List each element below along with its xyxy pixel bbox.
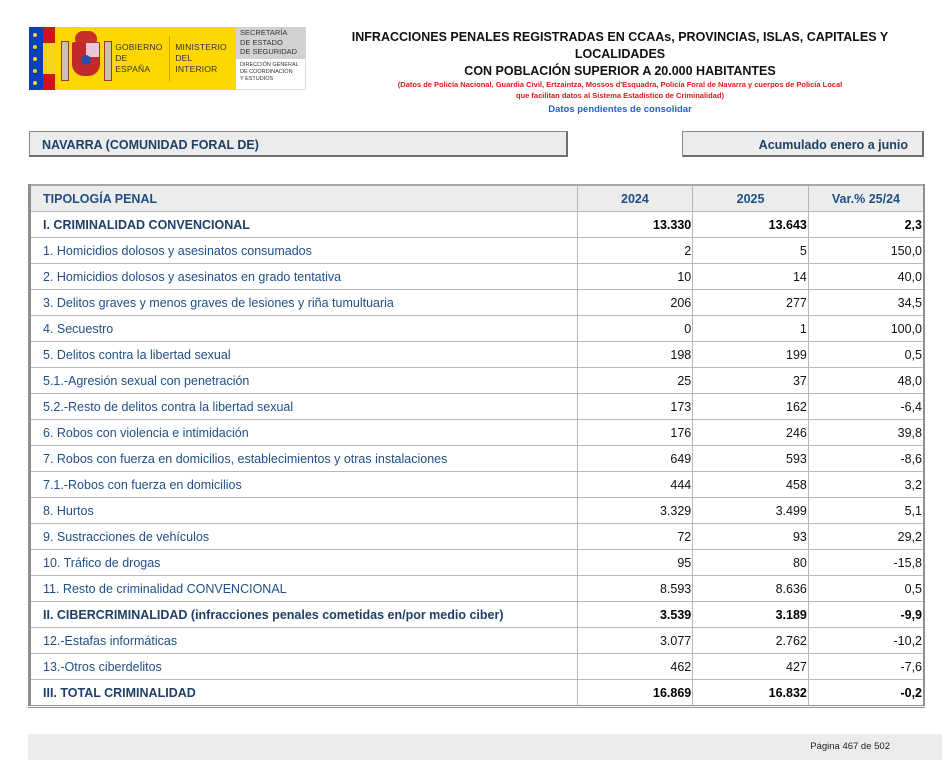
eu-flag-icon xyxy=(29,27,43,90)
value-variation: 0,5 xyxy=(808,342,924,368)
value-2024: 10 xyxy=(577,264,693,290)
row-label: I. CRIMINALIDAD CONVENCIONAL xyxy=(30,212,578,238)
logo-gobierno-text: GOBIERNO DE ESPAÑA xyxy=(115,42,163,74)
row-label: 5. Delitos contra la libertad sexual xyxy=(30,342,578,368)
value-2024: 444 xyxy=(577,472,693,498)
logo-direccion-text: DIRECCIÓN GENERAL DE COORDINACIÓN Y ESTUDIOS xyxy=(236,59,306,90)
table-row xyxy=(30,290,925,316)
value-2025: 2.762 xyxy=(693,628,809,654)
table-row xyxy=(30,498,925,524)
row-label: 6. Robos con violencia e intimidación xyxy=(30,420,578,446)
table-row-total xyxy=(30,680,925,707)
row-label: 11. Resto de criminalidad CONVENCIONAL xyxy=(30,576,578,602)
row-label: 5.2.-Resto de delitos contra la libertad sexual xyxy=(30,394,578,420)
value-2025: 427 xyxy=(693,654,809,680)
table-row xyxy=(30,342,925,368)
value-variation: -10,2 xyxy=(808,628,924,654)
value-2024: 0 xyxy=(577,316,693,342)
value-variation: 0,5 xyxy=(808,576,924,602)
table-row xyxy=(30,368,925,394)
value-2025: 1 xyxy=(693,316,809,342)
value-2025: 13.643 xyxy=(693,212,809,238)
table-row xyxy=(30,394,925,420)
row-label: 1. Homicidios dolosos y asesinatos consumados xyxy=(30,238,578,264)
value-2024: 3.539 xyxy=(577,602,693,628)
table-body xyxy=(30,212,925,707)
table-row xyxy=(30,238,925,264)
page-footer xyxy=(28,734,942,760)
value-2024: 95 xyxy=(577,550,693,576)
value-2025: 5 xyxy=(693,238,809,264)
table-row xyxy=(30,628,925,654)
table-row-total xyxy=(30,212,925,238)
value-variation: 34,5 xyxy=(808,290,924,316)
value-variation: 39,8 xyxy=(808,420,924,446)
table-row xyxy=(30,654,925,680)
value-variation: -15,8 xyxy=(808,550,924,576)
value-2024: 3.329 xyxy=(577,498,693,524)
source-line-1: (Datos de Policía Nacional, Guardia Civil, Ertzaintza, Mossos d'Esquadra, Policía Foral de Navarra y cuerpos de Policía Local xyxy=(397,80,843,89)
value-2025: 3.499 xyxy=(693,498,809,524)
row-label: III. TOTAL CRIMINALIDAD xyxy=(30,680,578,707)
value-variation: 29,2 xyxy=(808,524,924,550)
page-number: Página 467 de 502 xyxy=(810,741,890,752)
row-label: 4. Secuestro xyxy=(30,316,578,342)
value-variation: 3,2 xyxy=(808,472,924,498)
table-row xyxy=(30,420,925,446)
pending-consolidation-note: Datos pendientes de consolidar xyxy=(548,104,692,115)
value-2024: 25 xyxy=(577,368,693,394)
column-header-2025: 2025 xyxy=(693,185,809,212)
value-2024: 649 xyxy=(577,446,693,472)
region-label: NAVARRA (COMUNIDAD FORAL DE) xyxy=(29,131,568,157)
value-2024: 198 xyxy=(577,342,693,368)
value-variation: -6,4 xyxy=(808,394,924,420)
value-2024: 72 xyxy=(577,524,693,550)
row-label: II. CIBERCRIMINALIDAD (infracciones penales cometidas en/por medio ciber) xyxy=(30,602,578,628)
table-header-row xyxy=(30,185,925,212)
coat-of-arms-icon xyxy=(58,31,113,87)
table-row xyxy=(30,576,925,602)
value-variation: 2,3 xyxy=(808,212,924,238)
value-2025: 16.832 xyxy=(693,680,809,707)
value-2025: 3.189 xyxy=(693,602,809,628)
period-label: Acumulado enero a junio xyxy=(682,131,924,157)
value-2025: 199 xyxy=(693,342,809,368)
value-2024: 13.330 xyxy=(577,212,693,238)
value-variation: -0,2 xyxy=(808,680,924,707)
spain-flag-icon xyxy=(43,27,55,90)
value-2024: 8.593 xyxy=(577,576,693,602)
row-label: 3. Delitos graves y menos graves de lesiones y riña tumultuaria xyxy=(30,290,578,316)
table-row-total xyxy=(30,602,925,628)
column-header-2024: 2024 xyxy=(577,185,693,212)
table-row xyxy=(30,550,925,576)
logo-secretaria-text: SECRETARÍA DE ESTADO DE SEGURIDAD xyxy=(236,27,306,59)
title-line-2: CON POBLACIÓN SUPERIOR A 20.000 HABITANTES xyxy=(464,64,776,78)
table-row xyxy=(30,446,925,472)
value-2025: 8.636 xyxy=(693,576,809,602)
row-label: 2. Homicidios dolosos y asesinatos en grado tentativa xyxy=(30,264,578,290)
crime-statistics-table xyxy=(28,184,925,708)
value-variation: 150,0 xyxy=(808,238,924,264)
value-variation: 100,0 xyxy=(808,316,924,342)
row-label: 7.1.-Robos con fuerza en domicilios xyxy=(30,472,578,498)
value-2024: 173 xyxy=(577,394,693,420)
value-2025: 37 xyxy=(693,368,809,394)
value-2025: 93 xyxy=(693,524,809,550)
value-2024: 16.869 xyxy=(577,680,693,707)
value-2024: 206 xyxy=(577,290,693,316)
value-variation: -8,6 xyxy=(808,446,924,472)
table-row xyxy=(30,316,925,342)
value-variation: 5,1 xyxy=(808,498,924,524)
value-variation: 48,0 xyxy=(808,368,924,394)
value-2025: 162 xyxy=(693,394,809,420)
logo-ministerio-text: MINISTERIO DEL INTERIOR xyxy=(175,42,227,74)
data-source-note xyxy=(310,79,930,101)
row-label: 9. Sustracciones de vehículos xyxy=(30,524,578,550)
value-variation: 40,0 xyxy=(808,264,924,290)
table-row xyxy=(30,472,925,498)
source-line-2: que facilitan datos al Sistema Estadístico de Criminalidad) xyxy=(516,91,724,100)
value-2024: 462 xyxy=(577,654,693,680)
report-title xyxy=(310,29,930,80)
value-2025: 80 xyxy=(693,550,809,576)
value-2024: 176 xyxy=(577,420,693,446)
value-variation: -7,6 xyxy=(808,654,924,680)
value-variation: -9,9 xyxy=(808,602,924,628)
value-2025: 14 xyxy=(693,264,809,290)
table-row xyxy=(30,264,925,290)
value-2025: 593 xyxy=(693,446,809,472)
ministry-logo xyxy=(29,27,306,90)
column-header-tipologia: TIPOLOGÍA PENAL xyxy=(30,185,578,212)
value-2025: 277 xyxy=(693,290,809,316)
title-line-1: INFRACCIONES PENALES REGISTRADAS EN CCAAs, PROVINCIAS, ISLAS, CAPITALES Y LOCALIDADES xyxy=(351,30,889,61)
row-label: 5.1.-Agresión sexual con penetración xyxy=(30,368,578,394)
value-2025: 458 xyxy=(693,472,809,498)
value-2024: 3.077 xyxy=(577,628,693,654)
row-label: 10. Tráfico de drogas xyxy=(30,550,578,576)
value-2025: 246 xyxy=(693,420,809,446)
row-label: 13.-Otros ciberdelitos xyxy=(30,654,578,680)
column-header-variation: Var.% 25/24 xyxy=(808,185,924,212)
row-label: 8. Hurtos xyxy=(30,498,578,524)
row-label: 12.-Estafas informáticas xyxy=(30,628,578,654)
row-label: 7. Robos con fuerza en domicilios, establecimientos y otras instalaciones xyxy=(30,446,578,472)
table-row xyxy=(30,524,925,550)
value-2024: 2 xyxy=(577,238,693,264)
